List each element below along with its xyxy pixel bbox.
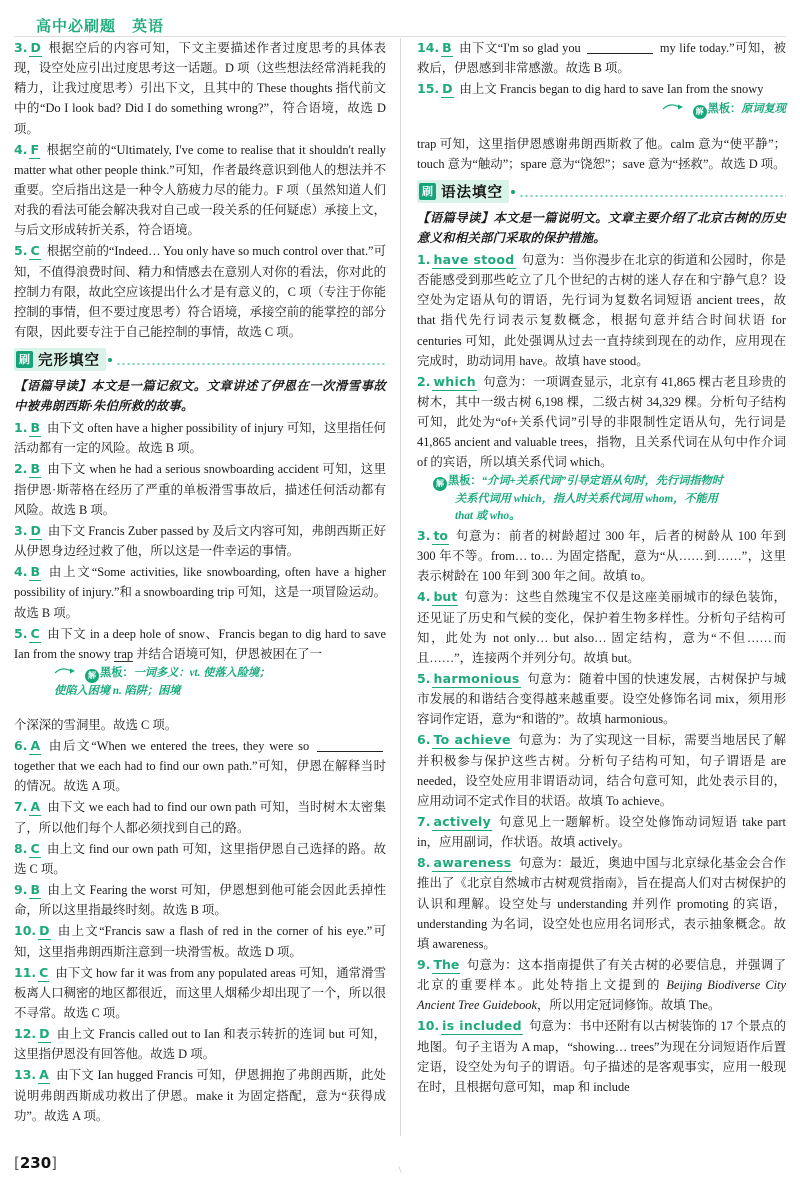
item-answer: C: [30, 840, 40, 856]
item-answer: C: [30, 243, 40, 259]
bracket-right: ]: [51, 1154, 58, 1172]
callout-text-2: 使陷入困境 n. 陷阱；困境: [54, 684, 181, 697]
callout-label: 黑板：: [448, 475, 482, 488]
item-number: 9.: [417, 956, 431, 972]
item-answer: F: [30, 141, 39, 157]
section-title: 语法填空: [441, 185, 503, 202]
callout-text-1: 原词复现: [741, 102, 786, 115]
item-number: 8.: [417, 855, 431, 871]
item-explanation-pre: 由下文“I'm so glad you: [458, 41, 585, 55]
item-answer: To achieve: [433, 732, 511, 748]
answer-item: [14, 38, 386, 139]
book-title: 高中必刷题: [36, 17, 117, 35]
item-answer: to: [433, 527, 449, 543]
shua-tag-icon: 刷: [419, 183, 436, 200]
item-number: 15.: [417, 81, 440, 97]
item-explanation: 由上文“Francis saw a flash of red in the corner of his eye.”可知，这里指弗朗西斯注意到一块滑雪板。故选 D 项。: [14, 924, 386, 959]
answer-item: [14, 736, 386, 796]
subject-title: 英语: [132, 17, 165, 35]
callout-text-1: 一词多义：vt. 使落入险境；: [133, 666, 271, 679]
item-explanation-pre: 句意为：这本指南提供了有关古树的必要信息，并强调了北京的重要样本。此处特指上文提到的: [417, 957, 786, 993]
callout-line: [54, 665, 386, 683]
item-explanation-pre: 由上文 Francis began to dig hard to save Ian from the snowy: [459, 82, 764, 97]
item-explanation: 句意为：一项调查显示，北京有 41,865 棵古老且珍贵的树木，其中一级古树 6,198 棵，二级古树 34,329 棵。分析句子结构可知，此处为“of+关系代词”引导的非限制性定语从句，先行词是 41,865 ancient and valuable trees，指物，且关系代词在从句中作介词 of 的宾语，所以填关系代词 which。: [417, 374, 786, 470]
item-number: 10.: [14, 923, 37, 939]
item-number: 12.: [14, 1026, 37, 1042]
item-number: 4.: [14, 141, 28, 157]
item-answer: D: [39, 923, 50, 939]
item-explanation-tail: [14, 715, 386, 735]
item-answer: A: [30, 737, 41, 753]
answer-item: [417, 1016, 786, 1097]
blackboard-seal-icon: 解: [693, 105, 707, 119]
blackboard-seal-icon: 解: [85, 669, 99, 683]
answer-item: [14, 459, 386, 519]
blackboard-callout: [417, 473, 786, 525]
item-number: 4.: [417, 589, 431, 605]
item-answer: awareness: [433, 855, 512, 871]
answer-item: [14, 562, 386, 622]
dot-start-icon: [511, 190, 515, 194]
item-answer: which: [433, 373, 476, 389]
item-answer: D: [39, 1026, 50, 1042]
dotted-rule: [519, 187, 786, 197]
section-header-cloze: [14, 348, 386, 372]
item-number: 3.: [417, 527, 431, 543]
section-title: 完形填空: [38, 353, 100, 370]
blackboard-seal-icon: 解: [433, 477, 447, 491]
callout-text-3: that 或 who。: [455, 510, 521, 523]
item-answer: The: [433, 956, 460, 972]
item-explanation-tail: [417, 134, 786, 174]
item-explanation: 由下文 often have a higher possibility of injury 可知，这里指任何活动都有一定的风险。故选 B 项。: [14, 421, 386, 456]
item-number: 9.: [14, 881, 28, 897]
item-explanation: 由上文“Some activities, like snowboarding, often have a higher possibility of injury.”和 a snowboarding trip 可知，这是一项冒险运动。故选 B 项。: [14, 565, 386, 620]
item-explanation: 由下文 we each had to find our own path 可知，当时树木太密集了，所以他们每个人都必须找到自己的路。: [14, 800, 386, 835]
item-number: 3.: [14, 522, 28, 538]
passage-guide-label: 【语篇导读】: [417, 210, 494, 225]
two-column-body: [14, 38, 786, 1136]
item-explanation: 由下文 how far it was from any populated areas 可知，通常滑雪板离人口稠密的地区都很近，而这里人烟稀少却出现了一个，所以很不寻常。故选 C 项。: [14, 965, 386, 1021]
item-explanation-pre: 由后文“When we entered the trees, they were so: [47, 738, 314, 753]
running-head: [14, 10, 786, 36]
item-number: 6.: [417, 732, 431, 748]
item-explanation-post: together that we each had to find our own path.”可知，伊恩在解释当时的情况。故选 A 项。: [14, 759, 386, 794]
left-column: [14, 38, 400, 1136]
callout-label: 黑板：: [707, 102, 742, 115]
item-answer: B: [30, 420, 40, 436]
curved-arrow-icon: [54, 667, 84, 675]
item-number: 13.: [14, 1067, 37, 1083]
item-explanation: 由上文 find our own path 可知，这里指伊恩自己选择的路。故选 C 项。: [14, 841, 386, 876]
answer-item: [417, 730, 786, 811]
item-answer: harmonious: [433, 670, 520, 686]
right-column: [400, 38, 786, 1136]
item-answer: have stood: [433, 251, 515, 267]
item-answer: D: [30, 40, 41, 55]
header-rule: [14, 36, 786, 37]
item-answer: but: [433, 589, 458, 605]
item-explanation: 由下文 Francis Zuber passed by 及后文内容可知，弗朗西斯正好从伊恩身边经过救了他，所以这是一件幸运的事情。: [14, 523, 386, 559]
item-answer: C: [30, 625, 40, 641]
item-number: 6.: [14, 737, 28, 753]
blackboard-callout: [14, 665, 386, 700]
item-number: 2.: [14, 461, 28, 477]
item-number: 5.: [14, 243, 28, 259]
answer-item: [417, 250, 786, 371]
item-number: 14.: [417, 40, 440, 55]
fill-in-blank: [317, 751, 383, 752]
item-explanation-post: 并结合语境可知，伊恩被困在了一: [133, 646, 323, 661]
blackboard-callout: [417, 101, 786, 119]
item-number: 3.: [14, 40, 28, 55]
item-explanation: 句意为：前者的树龄超过 300 年，后者的树龄从 100 年到 300 年不等。from… to… 为固定搭配，意为“从……到……”，这里表示树龄在 100 年到 300 年之间。故填 to。: [417, 528, 786, 584]
item-explanation: 根据空前的“Indeed… You only have so much control over that.”可知，不值得浪费时间、精力和情感去在意别人对你的看法，你对此的控制力有限，故此空应该提出什么才是有意义的，C 项（专注于你能控制的事情，但不要过度思考）符合语境，承接空前的能掌控的部分有限，因此要专注于自己能控制的事情，故选 C 项。: [14, 244, 386, 339]
item-number: 11.: [14, 964, 37, 980]
keyword-highlight: trap: [113, 646, 134, 661]
item-explanation: 由上文 Fearing the worst 可知，伊恩想到他可能会因此丢掉性命，所以这里指最终时刻。故选 B 项。: [14, 882, 386, 918]
item-answer: is included: [442, 1018, 522, 1034]
callout-line: [455, 508, 786, 525]
item-number: 10.: [417, 1018, 440, 1034]
answer-item: [14, 797, 386, 837]
item-answer: B: [442, 40, 452, 55]
answer-item: [417, 669, 786, 729]
item-number: 8.: [14, 840, 28, 856]
item-explanation: 句意为：最近，奥迪中国与北京绿化基金会合作推出了《北京自然城市古树观赏指南》，旨在提高人们对古树保护的认识和理解。设空处与 understanding 并列作 promoting 的宾语，understanding 为名词，设空处也应用名词形式，表示抽象概念。故填 awareness。: [417, 856, 786, 951]
callout-label: 黑板：: [100, 666, 134, 679]
fill-in-blank: [587, 53, 653, 54]
passage-guide-text: 本文是一篇说明文。文章主要介绍了北京古树的历史意义和相关部门采取的保护措施。: [417, 210, 786, 245]
answer-item: [14, 880, 386, 920]
item-answer: C: [39, 964, 49, 980]
section-header-grammar: [417, 180, 786, 204]
item-explanation: 句意为：当你漫步在北京的街道和公园时，你是否能感受到那些屹立了几个世纪的古树的迷人存在和宁静气息？设空处为定语从句的谓语，先行词为复数名词短语 ancient trees，故 that 指代先行词表示复数概念，根据句意并结合时间状语 for centuries 可知，此处强调从过去一直持续到现在的动作，应用现在完成时，助动词用 have。故填 have stood。: [417, 252, 786, 368]
answer-item: [417, 955, 786, 1015]
answer-item: [14, 1024, 386, 1064]
shua-tag-icon: 刷: [16, 351, 33, 368]
footer-mark: \: [398, 1164, 402, 1176]
book-title-italic: Beijing Biodiverse City Ancient Tree Guidebook: [417, 978, 786, 1013]
item-number: 4.: [14, 564, 28, 580]
item-answer: B: [30, 564, 40, 580]
callout-line: [455, 491, 786, 508]
answer-item: [14, 521, 386, 561]
answer-item: [417, 38, 786, 78]
item-explanation: 句意见上一题解析。设空处修饰动词短语 take part in，应用副词，作状语。故填 actively。: [417, 814, 786, 850]
item-answer: D: [30, 522, 41, 538]
passage-guide-label: 【语篇导读】: [14, 378, 92, 393]
bracket-left: [: [14, 1154, 20, 1172]
answer-item: [14, 839, 386, 879]
passage-guide: [14, 376, 386, 416]
item-explanation: 根据空后的内容可知，下文主要描述作者过度思考的具体表现，设空处应引出过度思考这一话题。D 项（这些想法经常消耗我的精力，让我过度思考）引出下文，且其中的 These thoughts 指代前文中的“Do I look bad? Did I do something wrong?”，符合语境，故选 D 项。: [14, 41, 386, 136]
answer-item: [14, 140, 386, 241]
item-answer: B: [30, 881, 40, 897]
item-answer: A: [30, 799, 41, 815]
item-explanation: 由下文 Ian hugged Francis 可知，伊恩拥抱了弗朗西斯，此处说明弗朗西斯成功救出了伊恩。make it 为固定搭配，意为“获得成功”。故选 A 项。: [14, 1068, 386, 1123]
item-answer: actively: [433, 813, 492, 829]
callout-spacer: [14, 701, 386, 715]
callout-spacer: [417, 120, 786, 134]
item-answer: A: [39, 1067, 49, 1083]
callout-text-1: “介词+关系代词”引导定语从句时，先行词指物时: [481, 475, 723, 488]
item-number: 7.: [417, 813, 431, 829]
item-explanation: 句意为：书中还附有以古树装饰的 17 个景点的地图。句子主语为 A map，“showing… trees”为现在分词短语作后置定语，设空处为句子的谓语。句子描述的是客观事实，应用一般现在时，且根据句意可知，map 和 include: [417, 1019, 786, 1094]
page-number: 230: [19, 1154, 52, 1172]
answer-item-with-callout: [417, 372, 786, 473]
curved-arrow-icon: [662, 103, 692, 111]
callout-line: [54, 683, 386, 700]
item-number: 5.: [14, 625, 28, 641]
item-number: 7.: [14, 799, 28, 815]
answer-item: [417, 812, 786, 852]
passage-guide: [417, 208, 786, 248]
item-number: 2.: [417, 373, 431, 389]
item-explanation: 根据空前的“Ultimately, I've come to realise that it shouldn't really matter what other people think.”可知，作者最终意识到他人的想法并不重要。空后指出这是一种令人筋疲力尽的能力。F 项（虽然知道人们对我的看法可能会解决我对自己或一段关系的任何疑虑）承接上文，与后文形成转折关系，符合语境。: [14, 142, 386, 238]
answer-item: [14, 241, 386, 342]
item-explanation: 句意为：这些自然瑰宝不仅是这座美丽城市的绿色装饰，还见证了历史和气候的变化，保护着生物多样性。分析句子结构可知，此处为 not only… but also… 固定结构，意为“不但……而且……”，连接两个并列分句。故填 but。: [417, 590, 786, 665]
answer-item-with-callout: [14, 624, 386, 664]
section-tag-box: [417, 180, 509, 203]
answer-item: [417, 587, 786, 668]
callout-text-2: 关系代词用 which，指人时关系代词用 whom，不能用: [455, 493, 718, 506]
dot-start-icon: [108, 358, 112, 362]
item-explanation: 由下文 when he had a serious snowboarding accident 可知，这里指伊恩·斯蒂格在经历了严重的单板滑雪事故后，描述任何活动都有风险。故选 B 项。: [14, 462, 386, 517]
item-explanation: 句意为：为了实现这一目标，需要当地居民了解并积极参与保护这些古树。分析句子结构可知，句子谓语是 are needed，设空处应用非谓语动词，结合句意可知，此处表示目的，应用动词不定式作目的状语。故填 To achieve。: [417, 733, 786, 808]
answer-item: [14, 963, 386, 1023]
item-number: 5.: [417, 670, 431, 686]
answer-item: [417, 853, 786, 954]
answer-item: [14, 921, 386, 961]
answer-item: [417, 526, 786, 586]
dotted-rule: [116, 355, 386, 365]
passage-guide-text: 本文是一篇记叙文。文章讲述了伊恩在一次滑雪事故中被弗朗西斯·朱伯所救的故事。: [14, 378, 386, 413]
item-explanation-pre: 由下文 in a deep hole of snow、Francis began to dig hard to save Ian from the snowy: [14, 626, 386, 661]
callout-line: [433, 473, 786, 491]
item-explanation-continued: trap 可知，这里指伊恩感谢弗朗西斯救了他。calm 意为“使平静”；touch 意为“触动”；spare 意为“饶恕”；save 意为“拯救”。故选 D 项。: [417, 136, 786, 171]
answer-item: [14, 418, 386, 458]
callout-line: [417, 101, 786, 119]
item-answer: B: [30, 461, 40, 477]
item-number: 1.: [417, 251, 431, 267]
item-answer: D: [442, 81, 453, 97]
item-explanation-continued: 个深深的雪洞里。故选 C 项。: [14, 717, 178, 732]
section-tag-box: [14, 348, 106, 371]
item-explanation-post: my life today.”可知，被救后，伊恩感到非常感激。故选 B 项。: [417, 41, 786, 76]
item-explanation: 由上文 Francis called out to Ian 和表示转折的连词 but 可知，这里指伊恩没有回答他。故选 D 项。: [14, 1027, 386, 1062]
item-explanation: 句意为：随着中国的快速发展，古树保护与城市发展的和谐结合变得越来越重要。设空处修饰名词 mix，须用形容词作定语，意为“和谐的”。故填 harmonious。: [417, 671, 786, 727]
item-explanation-post: ，所以用定冠词修饰。故填 The。: [536, 998, 721, 1013]
item-number: 1.: [14, 420, 28, 436]
answer-item-with-callout: [417, 79, 786, 99]
answer-item: [14, 1065, 386, 1125]
